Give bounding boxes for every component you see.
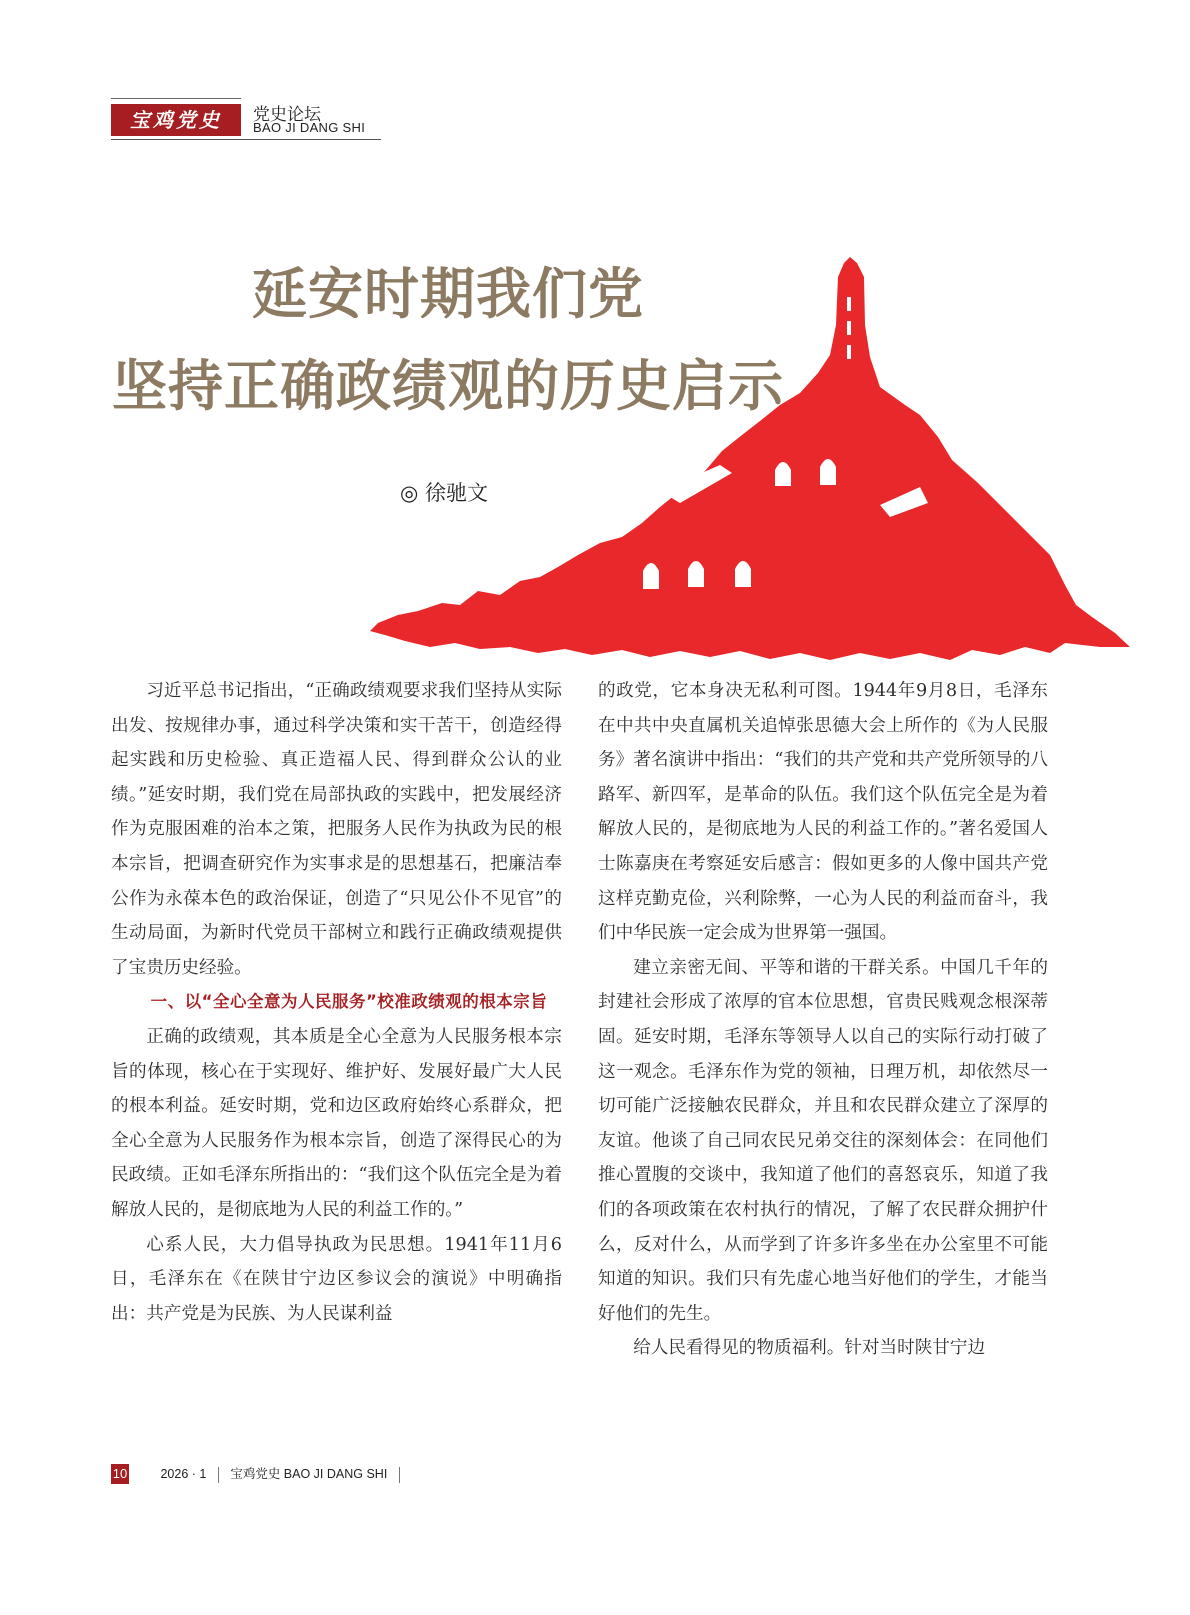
article-title [112, 248, 812, 432]
footer-divider [399, 1467, 400, 1483]
title-line-2: 坚持正确政绩观的历史启示 [112, 354, 785, 418]
section-name: 党史论坛 [253, 105, 321, 125]
publication-name: 宝鸡党史 BAO JI DANG SHI [230, 1467, 388, 1481]
body-paragraph: 心系人民，大力倡导执政为民思想。1941年11月6日，毛泽东在《在陕甘宁边区参议会的演说》中明确指出：共产党是为民族、为人民谋利益 [111, 1234, 562, 1324]
header-top-rule [111, 98, 241, 99]
body-paragraph: 给人民看得见的物质福利。针对当时陕甘宁边 [633, 1338, 986, 1359]
body-paragraph: 习近平总书记指出，“正确政绩观要求我们坚持从实际出发、按规律办事，通过科学决策和实干苦干，创造经得起实践和历史检验、真正造福人民、得到群众公认的业绩。”延安时期，我们党在局部执政的实践中，把发展经济作为克服困难的治本之策，把服务人民作为执政为民的根本宗旨，把调查研究作为实事求是的思想基石，把廉洁奉公作为永葆本色的政治保证，创造了“只见公仆不见官”的生动局面，为新时代党员干部树立和践行正确政绩观提供了宝贵历史经验。 [111, 681, 562, 978]
title-line-1: 延安时期我们党 [252, 262, 645, 326]
section-name-en: BAO JI DANG SHI [253, 120, 366, 135]
body-paragraph: 正确的政绩观，其本质是全心全意为人民服务根本宗旨的体现，核心在于实现好、维护好、发展好最广大人民的根本利益。延安时期，党和边区政府始终心系群众，把全心全意为人民服务作为根本宗旨，创造了深得民心的为民政绩。正如毛泽东所指出的：“我们这个队伍完全是为着解放人民的，是彻底地为人民的利益工作的。” [111, 1026, 562, 1220]
section-heading: 一、以“全心全意为人民服务”校准政绩观的根本宗旨 [150, 992, 548, 1012]
footer-divider [218, 1467, 219, 1483]
body-paragraph: 的政党，它本身决无私利可图。1944年9月8日，毛泽东在中共中央直属机关追悼张思德大会上所作的《为人民服务》著名演讲中指出：“我们的共产党和共产党所领导的八路军、新四军，是革命的队伍。我们这个队伍完全是为着解放人民的，是彻底地为人民的利益工作的。”著名爱国人士陈嘉庚在考察延安后感言：假如更多的人像中国共产党这样克勤克俭，兴利除弊，一心为人民的利益而奋斗，我们中华民族一定会成为世界第一强国。 [598, 681, 1048, 944]
issue-number: 2026 · 1 [160, 1467, 207, 1481]
body-paragraph: 建立亲密无间、平等和谐的干群关系。中国几千年的封建社会形成了浓厚的官本位思想，官贵民贱观念根深蒂固。延安时期，毛泽东等领导人以自己的实际行动打破了这一观念。毛泽东作为党的领袖，日理万机，却依然尽一切可能广泛接触农民群众，并且和农民群众建立了深厚的友谊。他谈了自己同农民兄弟交往的深刻体会：在同他们推心置腹的交谈中，我知道了他们的喜怒哀乐，知道了我们的各项政策在农村执行的情况，了解了农民群众拥护什么，反对什么，从而学到了许多许多坐在办公室里不可能知道的知识。我们只有先虚心地当好他们的学生，才能当好他们的先生。 [598, 957, 1048, 1324]
header-bottom-rule [111, 139, 381, 140]
article-author: ◎ 徐驰文 [400, 481, 488, 505]
magazine-logo: 宝鸡党史 [111, 104, 241, 136]
body-column-left [111, 674, 562, 1331]
page-number: 10 [111, 1464, 129, 1484]
body-column-right [598, 674, 1048, 1366]
page-header [111, 98, 381, 142]
page-footer [111, 1464, 408, 1484]
